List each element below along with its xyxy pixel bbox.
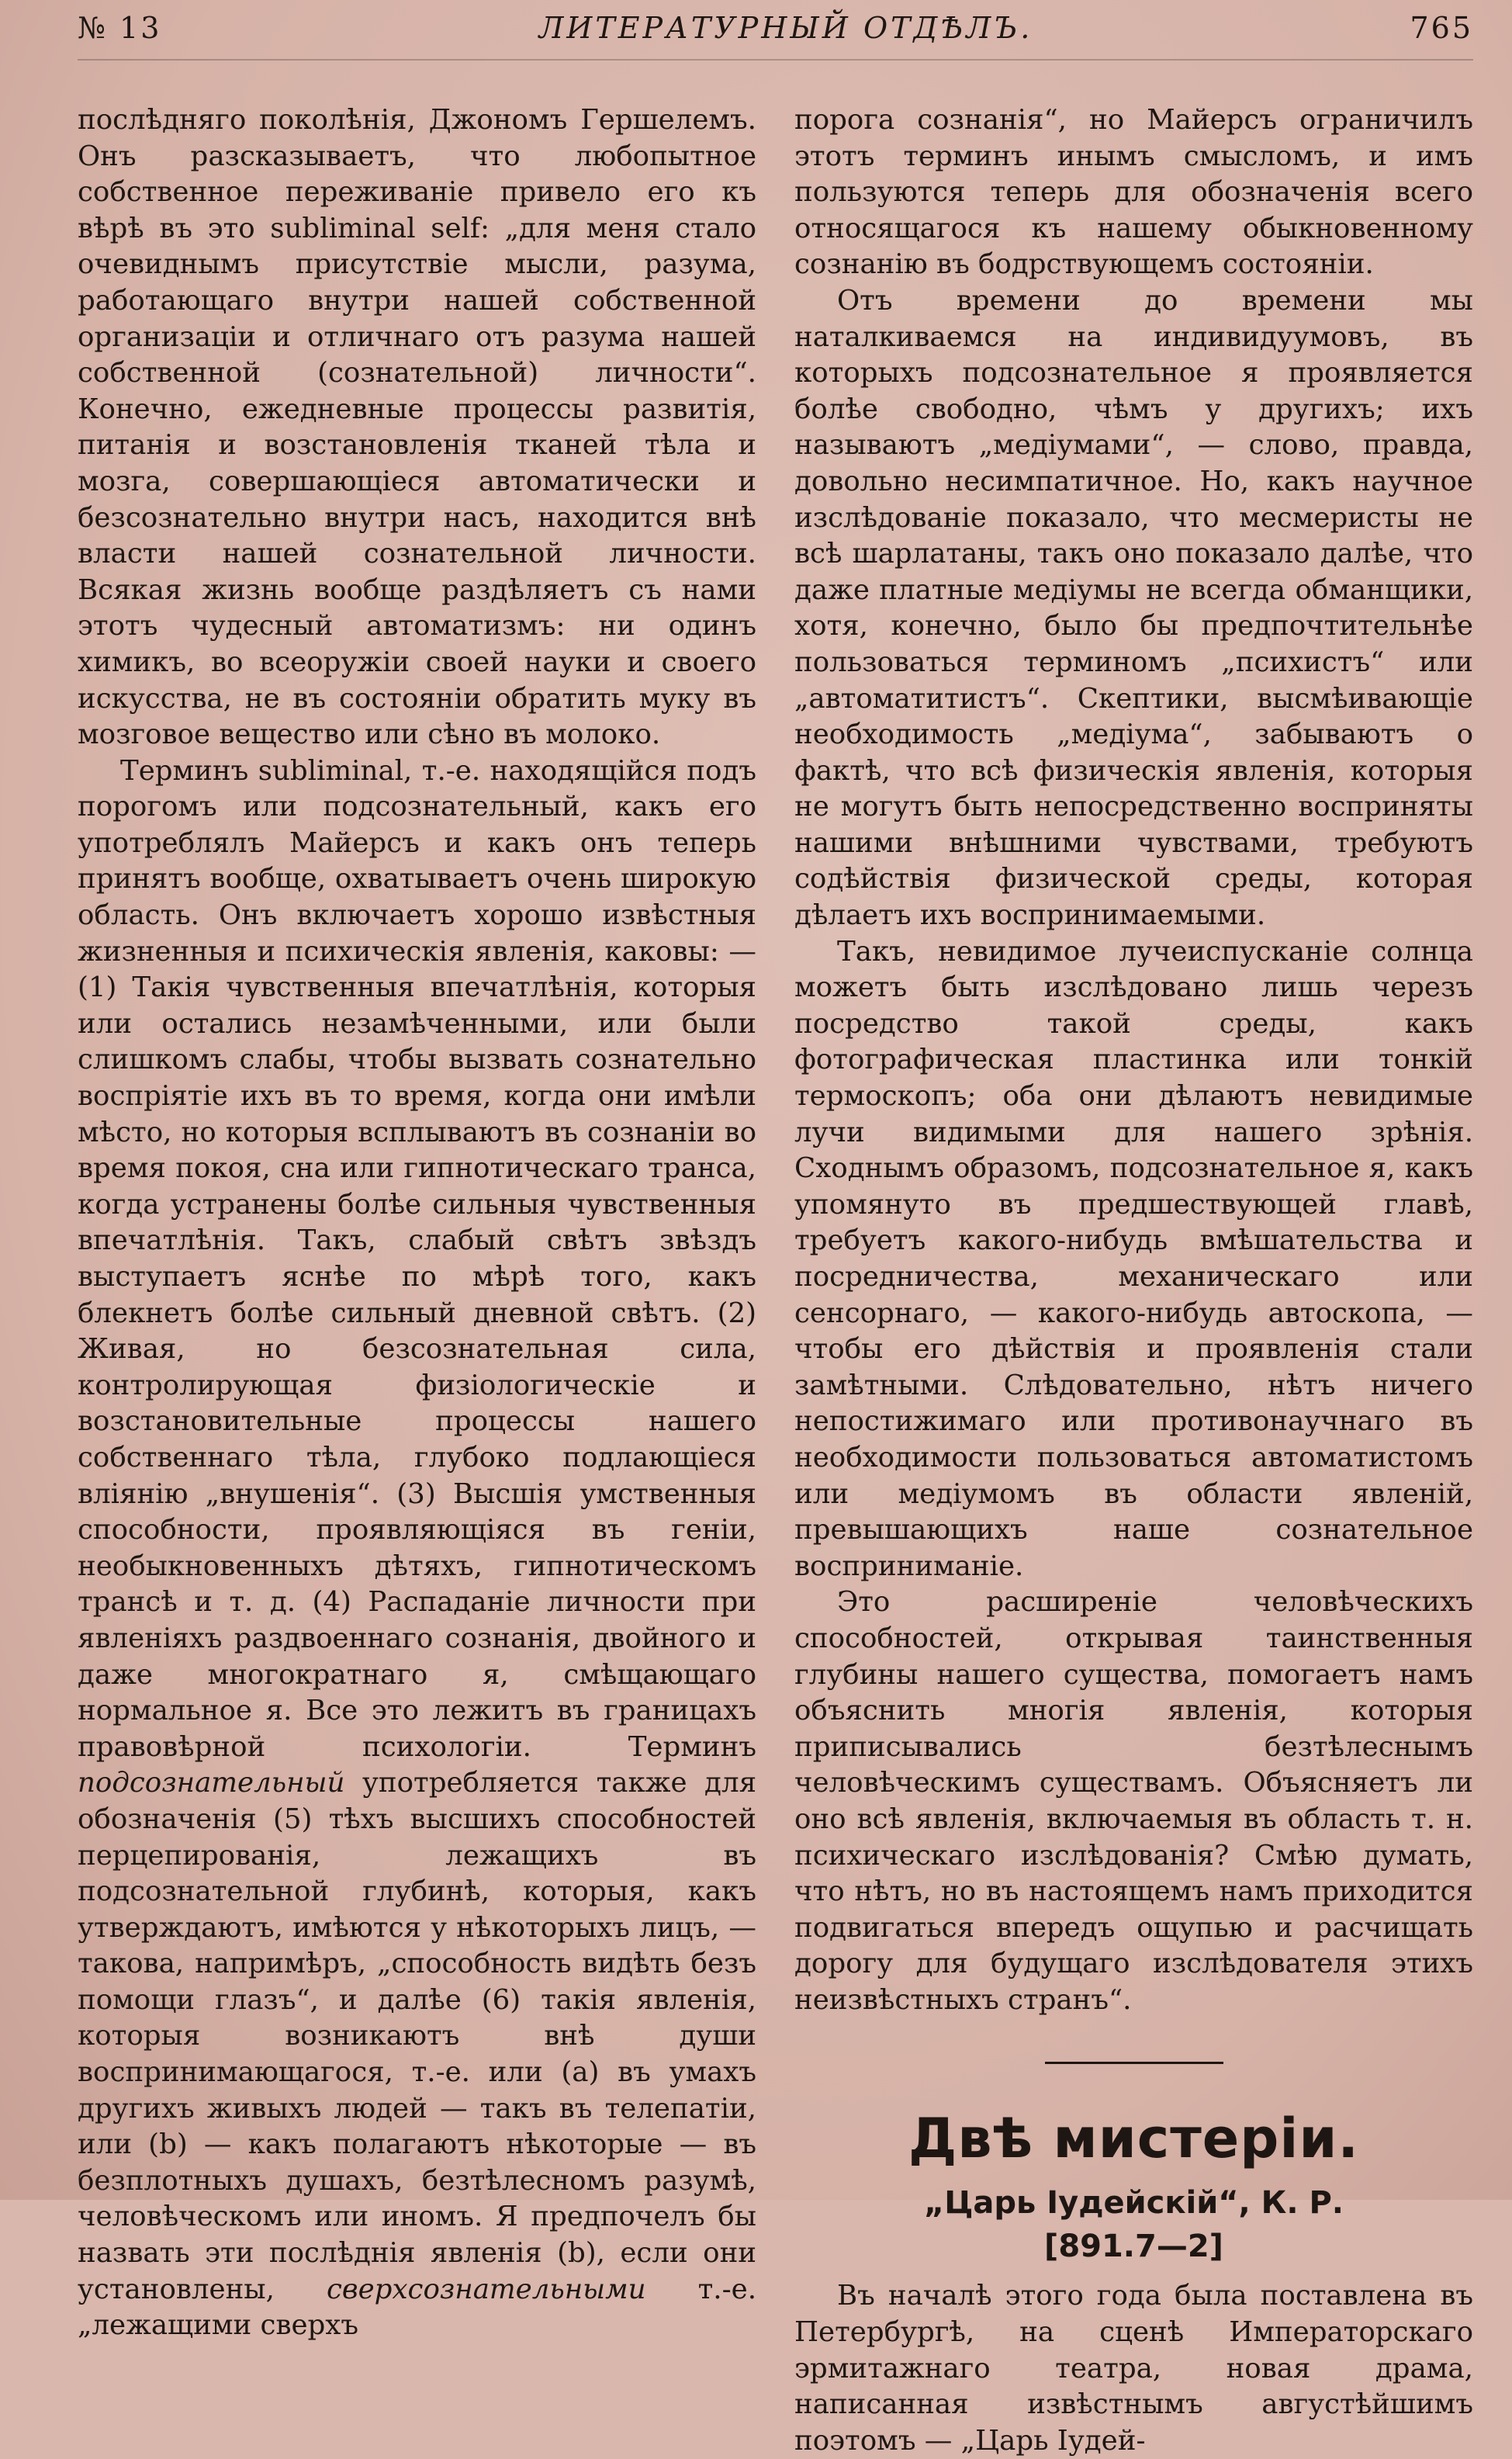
italic-term: подсознательный: [78, 1767, 345, 1799]
article-subtitle: „Царь Іудейскій“, К. Р.: [924, 2185, 1344, 2222]
paragraph: [78, 753, 756, 2344]
right-column: [794, 102, 1473, 2459]
paragraph: Отъ времени до времени мы наталкиваемся на индивидуумовъ, въ которыхъ подсознательное я проявляется болѣе свободно, чѣмъ у другихъ; ихъ называютъ „медіумами“, — слово, правда, довольно несимпатичное. Но, какъ научное изслѣдованіе показало, что месмеристы не всѣ шарлатаны, такъ оно показало далѣе, что даже платные медіумы не всегда обманщики, хотя, конечно, было бы предпочтительнѣе пользоваться терминомъ „психистъ“ или „автоматитистъ“. Скептики, высмѣивающіе необходимость „медіума“, забываютъ о фактѣ, что всѣ физическія явленія, которыя не могутъ быть непосредственно восприняты нашими внѣшними чувствами, требуютъ содѣйствія физической среды, которая дѣлаетъ ихъ воспринимаемыми.: [794, 284, 1473, 932]
paragraph: Въ началѣ этого года была поставлена въ Петербургѣ, на сценѣ Императорскаго эрмитажнаго театра, новая драма, написанная извѣстнымъ августѣйшимъ поэтомъ — „Царь Іудей-: [794, 2280, 1473, 2457]
article-title: Двѣ мистеріи.: [908, 2107, 1360, 2171]
paragraph-text: т.-е. „лежащими сверхъ: [78, 2273, 757, 2342]
paragraph-text: употребляется также для обозначенія (5) тѣхъ высшихъ способностей перцепированія, лежащихъ въ подсознательной глубинѣ, которыя, какъ утверждаютъ, имѣются у нѣкоторыхъ лицъ, — такова, напримѣръ, „способность видѣть безъ помощи глазъ“, и далѣе (6) такія явленія, которыя возникаютъ внѣ души воспринимающагося, т.-е. или (а) въ умахъ другихъ живыхъ людей — такъ въ телепатіи, или (b) — какъ полагаютъ нѣкоторые — въ безплотныхъ душахъ, безтѣлесномъ разумѣ, человѣческомъ или иномъ. Я предпочелъ бы назвать эти послѣднія явленія (b), если они установлены,: [78, 1767, 757, 2305]
paragraph: порога сознанія“, но Майерсъ ограничилъ этотъ терминъ инымъ смысломъ, и имъ пользуются теперь для обозначенія всего относящагося къ нашему обыкновенному сознанію въ бодрствующемъ состояніи.: [794, 104, 1473, 281]
italic-term: сверхсознательными: [326, 2273, 646, 2305]
paragraph-text: Терминъ subliminal, т.-е. находящійся подъ порогомъ или подсознательный, какъ его употреблялъ Майерсъ и какъ онъ теперь принятъ вообще, охватываетъ очень широкую область. Онъ включаетъ хорошо извѣстныя жизненныя и психическія явленія, каковы: — (1) Такія чувственныя впечатлѣнія, которыя или остались незамѣченными, или были слишкомъ слабы, чтобы вызвать сознательно воспріятіе ихъ въ то время, когда они имѣли мѣсто, но которыя всплываютъ въ сознаніи во время покоя, сна или гипнотическаго транса, когда устранены болѣе сильныя чувственныя впечатлѣнія. Такъ, слабый свѣтъ звѣздъ выступаетъ яснѣе по мѣрѣ того, какъ блекнетъ болѣе сильный дневной свѣтъ. (2) Живая, но безсознательная сила, контролирующая физіологическіе и возстановительные процессы нашего собственнаго тѣла, глубоко подлающіеся вліянію „внушенія“. (3) Высшія умственныя способности, проявляющіяся въ геніи, необыкновенныхъ дѣтяхъ, гипнотическомъ трансѣ и т. д. (4) Распаданіе личности при явленіяхъ раздвоеннаго сознанія, двойного и даже многократнаго я, смѣщающаго нормальное я. Все это лежитъ въ границахъ правовѣрной психологіи. Терминъ: [78, 754, 756, 1763]
paragraph: Это расширеніе человѣческихъ способностей, открывая таинственныя глубины нашего существа, помогаетъ намъ объяснить многія явленія, которыя приписывались безтѣлеснымъ человѣческимъ существамъ. Объясняетъ ли оно всѣ явленія, включаемыя въ область т. н. психическаго изслѣдованія? Смѣю думать, что нѣтъ, но въ настоящемъ намъ приходится подвигаться впередъ ощупью и расчищать дорогу для будущаго изслѣдователя этихъ неизвѣстныхъ странъ“.: [794, 1586, 1473, 2016]
issue-number: № 13: [78, 11, 162, 45]
paragraph: Такъ, невидимое лучеиспусканіе солнца можетъ быть изслѣдовано лишь черезъ посредство такой среды, какъ фотографическая пластинка или тонкій термоскопъ; оба они дѣлаютъ невидимые лучи видимыми для нашего зрѣнія. Сходнымъ образомъ, подсознательное я, какъ упомянуто въ предшествующей главѣ, требуетъ какого-нибудь вмѣшательства и посредничества, механическаго или сенсорнаго, — какого-нибудь автоскопа, — чтобы его дѣйствія и проявленія стали замѣтными. Слѣдовательно, нѣтъ ничего непостижимаго или противонаучнаго въ необходимости пользоваться автоматистомъ или медіумомъ въ области явленій, превышающихъ наше сознательное восприниманіе.: [794, 935, 1473, 1582]
section-title: ЛИТЕРАТУРНЫЙ ОТДѢЛЪ.: [538, 11, 1033, 45]
left-column: [78, 102, 756, 2459]
article-date: [891.7—2]: [1044, 2229, 1223, 2265]
text-columns: [78, 102, 1473, 2459]
paragraph: послѣдняго поколѣнія, Джономъ Гершелемъ. Онъ разсказываетъ, что любопытное собственное переживаніе привело его къ вѣрѣ въ это subliminal self: „для меня стало очевиднымъ присутствіе мысли, разума, работающаго внутри нашей собственной организаціи и отличнаго отъ разума нашей собственной (сознательной) личности“. Конечно, ежедневные процессы развитія, питанія и возстановленія тканей тѣла и мозга, совершающіеся автоматически и безсознательно внутри насъ, находится внѣ власти нашей сознательной личности. Всякая жизнь вообще раздѣляетъ съ нами этотъ чудесный автоматизмъ: ни одинъ химикъ, во всеоружіи своей науки и своего искусства, не въ состояніи обратить муку въ мозговое вещество или сѣно въ молоко.: [78, 104, 756, 751]
page-number: 765: [1410, 11, 1473, 45]
section-divider: [1045, 2062, 1223, 2064]
running-header: [78, 11, 1473, 61]
